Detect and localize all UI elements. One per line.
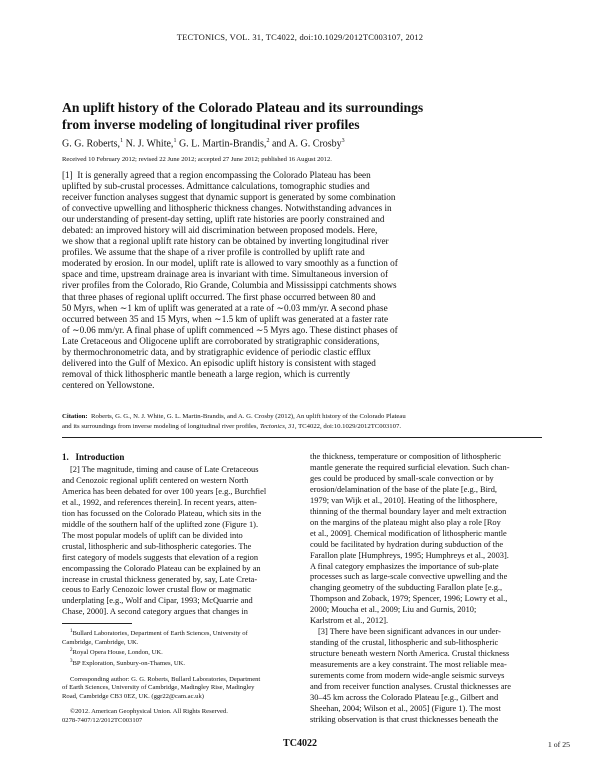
text-line: America has been debated for over 100 years [e.g., Burchfiel — [62, 486, 267, 496]
text-line: Thompson and Zoback, 1979; Spencer, 1996; Lowry et al., — [310, 594, 508, 604]
text-line: Chase, 2000]. A second category argues that changes in — [62, 607, 248, 617]
corresponding-author-cont: of Earth Sciences, University of Cambridge, Madingley Rise, Madingley — [62, 684, 255, 692]
right-column — [310, 452, 542, 726]
abstract-line: 50 Myrs, when ∼1 km of uplift was generated at a rate of ∼0.03 mm/yr. A second phase — [62, 302, 388, 313]
text-line: [2] The magnitude, timing and cause of Late Cretaceous — [70, 465, 259, 474]
copyright-code: 0278-7407/12/2012TC003107 — [62, 716, 143, 724]
title-line-1: An uplift history of the Colorado Plateau and its surroundings — [62, 100, 424, 115]
text-line: et al., 2009]. Chemical modification of lithospheric mantle — [310, 528, 507, 538]
abstract-line: profiles. We assume that the shape of a river profile is controlled by uplift rate and — [62, 247, 365, 258]
abstract-line: centered on Yellowstone. — [62, 379, 155, 390]
page-number: 1 of 25 — [547, 740, 570, 749]
abstract-line: receiver function analyses suggest that dynamic support is generated by some combination — [62, 192, 396, 203]
text-line: thinning of the thermal boundary layer and melt extraction — [310, 506, 507, 516]
section-heading — [62, 452, 124, 462]
footnote-1-cont: Cambridge, Cambridge, UK. — [62, 638, 139, 646]
author-2: N. J. White, — [123, 138, 174, 150]
text-line: changing geometry of the subducting Farallon plate [e.g., — [310, 583, 503, 593]
author-1-affil: 1 — [120, 138, 124, 144]
text-line: increase in crustal thickness generated by, say, Late Creta- — [62, 574, 258, 584]
journal-header: TECTONICS, VOL. 31, TC4022, doi:10.1029/2012TC003107, 2012 — [176, 32, 424, 42]
text-line: Karlstrom et al., 2012]. — [310, 616, 389, 626]
section-title: Introduction — [75, 452, 125, 462]
author-3: G. L. Martin-Brandis, — [176, 138, 267, 150]
text-line: striking observation is that crust thicknesses beneath the — [310, 714, 499, 724]
journal-name: Tectonics, 31, — [259, 422, 297, 430]
text-line: erosion/delamination of the base of the plate [e.g., Bird, — [310, 484, 497, 494]
text-line: processes such as large-scale convective upwelling and the — [310, 572, 508, 582]
corresponding-author-cont: Road, Cambridge CB3 0EZ, UK. (ggr22@cam.ac.uk) — [62, 692, 204, 700]
abstract-line: river profiles from the Colorado, Rio Grande, Columbia and Mississippi catchments shows — [62, 280, 397, 291]
abstract-line: by thermochronometric data, and by stratigraphic evidence of periodic clastic efflux — [62, 346, 371, 357]
text-line: et al., 1992, and references therein]. In recent years, atten- — [62, 497, 257, 507]
page-code: TC4022 — [283, 738, 317, 749]
text-line: 1979; van Wijk et al., 2010]. Heating of the lithosphere, — [310, 495, 498, 505]
text-line: Sheehan, 2004; Wilson et al., 2005] (Figure 1). The most — [310, 703, 501, 713]
section-number: 1. — [62, 452, 69, 462]
article-title — [62, 100, 542, 133]
footnotes — [62, 628, 294, 725]
author-4-affil: 3 — [341, 138, 345, 144]
text-line: measurements are a key constraint. The most reliable mea- — [310, 660, 507, 670]
text-line: surements come from modern wide-angle seismic surveys — [310, 671, 505, 681]
text-line: mantle generate the required surficial elevation. Such chan- — [310, 462, 510, 472]
abstract-line: our understanding of present-day setting, uplift rate histories are poorly constrained and — [62, 214, 385, 225]
abstract-line: moderated by erosion. In our model, uplift rate is allowed to vary smoothly as a function of — [62, 258, 398, 269]
text-line: structure beneath western North America. Crustal thickness — [310, 649, 510, 659]
author-2-affil: 1 — [173, 138, 177, 144]
text-line: The most popular models of uplift can be divided into — [62, 530, 243, 540]
text-line: on the margins of the plateau might also play a role [Roy — [310, 517, 501, 527]
text-line: [3] There have been significant advances in our under- — [318, 627, 501, 637]
corresponding-author: Corresponding author: G. G. Roberts, Bullard Laboratories, Department — [70, 675, 261, 683]
text-line: ceous to Early Cenozoic lower crustal flow or magmatic — [62, 585, 251, 595]
abstract-line: we show that a regional uplift rate history can be obtained by inverting longitudinal river — [62, 236, 389, 247]
footnote-rule — [62, 623, 132, 624]
abstract-line: that three phases of regional uplift occurred. The first phase occurred between 80 and — [62, 291, 376, 302]
abstract-line: Late Cretaceous and Oligocene uplift are corroborated by stratigraphic considerations, — [62, 335, 380, 346]
citation — [62, 412, 542, 431]
text-line: ges could be produced by small-scale convection or by — [310, 473, 494, 483]
abstract — [62, 170, 522, 391]
text-line: 30–45 km across the Colorado Plateau [e.g., Gilbert and — [310, 692, 499, 702]
left-column — [62, 465, 294, 618]
citation-label: Citation: — [62, 413, 88, 420]
text-line: the thickness, temperature or composition of lithospheric — [310, 452, 501, 461]
text-line: encompassing the Colorado Plateau can be explained by an — [62, 563, 261, 573]
text-line: underplating [e.g., Wolf and Cipar, 1993; McQuarrie and — [62, 596, 253, 606]
text-line: middle of the southern half of the uplifted zone (Figure 1). — [62, 519, 259, 529]
abstract-line: of convective upwelling and lithospheric thickness changes. Notwithstanding advances in — [62, 203, 392, 214]
text-line: A final category emphasizes the importance of sub-plate — [310, 561, 499, 571]
author-4: and A. G. Crosby — [269, 138, 342, 150]
footnote-1: $^1$Bullard Laboratories, Department of Earth Sciences, University of — [70, 629, 248, 638]
paragraph-marker: [1] — [62, 170, 73, 180]
text-line: Farallon plate [Humphreys, 1995; Humphreys et al., 2003]. — [310, 550, 509, 560]
citation-line-2: and its surroundings from inverse modeling of longitudinal river profiles, Tectonics, 31, TC4022, doi:10.1029/2012TC003107. — [62, 422, 401, 430]
footnote-3: $^3$BP Exploration, Sunbury-on-Thames, UK. — [70, 658, 186, 668]
copyright: ©2012. American Geophysical Union. All Rights Reserved. — [70, 708, 228, 716]
text-line: 2000; Moucha et al., 2009; Liu and Gurnis, 2010; — [310, 605, 477, 615]
author-3-affil: 2 — [266, 138, 270, 144]
text-line: first category of models suggests that elevation of a region — [62, 552, 259, 562]
abstract-line: of ∼0.06 mm/yr. A final phase of uplift commenced ∼5 Myrs ago. These distinct phases of — [62, 324, 398, 335]
citation-line-1: Citation: Roberts, G. G., N. J. White, G. L. Martin-Brandis, and A. G. Crosby (2012), An uplift history of the Colorado Plateau — [62, 413, 406, 420]
abstract-line: removal of thick lithospheric mantle beneath a large region, which is currently — [62, 368, 351, 379]
abstract-line: uplifted by sub-crustal processes. Admittance calculations, tomographic studies and — [62, 181, 370, 192]
author-list — [62, 138, 542, 149]
divider — [62, 437, 542, 438]
abstract-line: debated: an improved history will aid discrimination between proposed models. Here, — [62, 225, 378, 236]
received-dates: Received 10 February 2012; revised 22 June 2012; accepted 27 June 2012; published 16 August 2012. — [62, 156, 332, 163]
text-line: crustal, lithospheric and sub-lithospheric categories. The — [62, 541, 252, 551]
text-line: and Cenozoic regional uplift centered on western North — [62, 475, 249, 485]
abstract-line: space and time, upstream drainage area is invariant with time. Simultaneous inversion of — [62, 269, 389, 280]
text-line: standing of the crustal, lithospheric and sub-lithospheric — [310, 638, 499, 648]
abstract-line: [1] It is generally agreed that a region encompassing the Colorado Plateau has been — [62, 170, 371, 180]
text-line: tion has focussed on the Colorado Plateau, which sits in the — [62, 508, 262, 518]
author-1: G. G. Roberts, — [62, 138, 121, 150]
abstract-line: occurred between 35 and 15 Myrs, when ∼1.5 km of uplift was generated at a faster rate — [62, 313, 389, 324]
footnote-2: $^2$Royal Opera House, London, UK. — [70, 648, 163, 657]
abstract-line: delivered into the Gulf of Mexico. An episodic uplift history is consistent with staged — [62, 357, 376, 368]
text-line: could be facilitated by hydration during subduction of the — [310, 539, 504, 549]
title-line-2: from inverse modeling of longitudinal river profiles — [62, 116, 360, 132]
text-line: and from receiver function analyses. Crustal thicknesses are — [310, 682, 511, 692]
